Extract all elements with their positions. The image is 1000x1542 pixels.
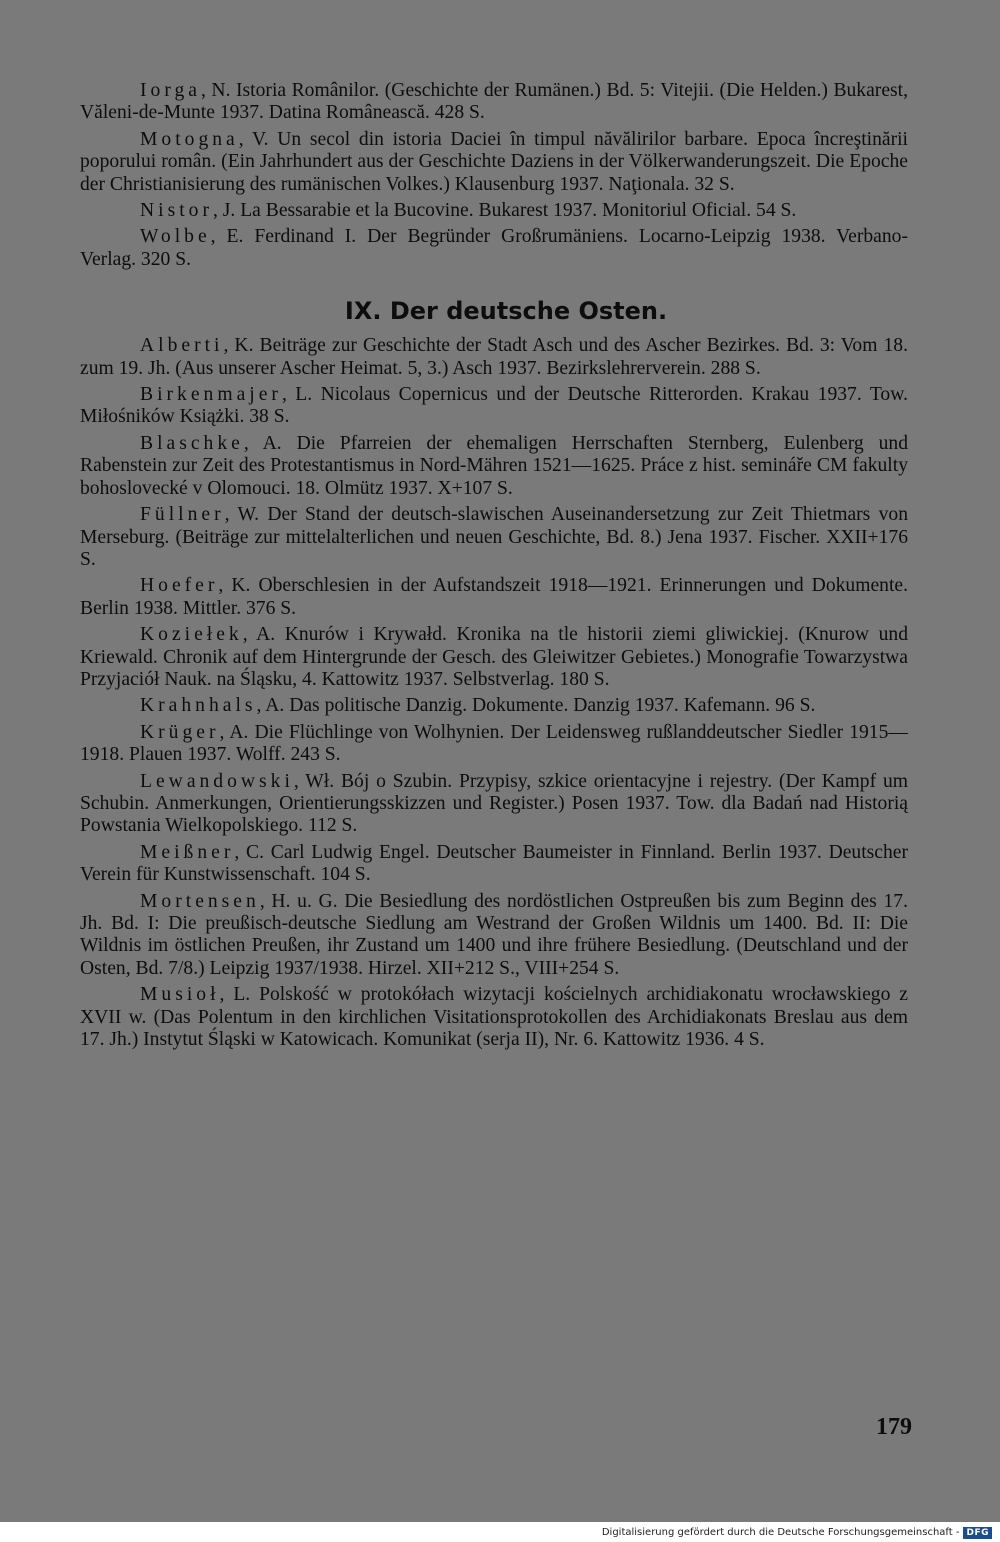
bibliography-entry xyxy=(80,842,908,887)
entry-details: , H. u. G. Die Besiedlung des nordöstlichen Ostpreußen bis zum Beginn des 17. Jh. Bd. I: Die preußisch-deutsche Siedlung am Westrand der Großen Wildnis um 1400. Bd. II: Die Wildnis im östlichen Preußen, ihr Zustand um 1400 und ihre frühere Besiedlung. (Deutschland und der Osten, Bd. 7/8.) Leipzig 1937/1938. Hirzel. XII+212 S., VIII+254 S. xyxy=(80,890,908,979)
bibliography-entry xyxy=(80,891,908,981)
entry-details: , N. Istoria Românilor. (Geschichte der Rumänen.) Bd. 5: Vitejii. (Die Helden.) Bukarest, Văleni-de-Munte 1937. Datina Românească. 428 S. xyxy=(80,80,908,124)
entry-author: Birkenmajer xyxy=(140,384,282,406)
bibliography-text xyxy=(80,80,908,1055)
bibliography-entry xyxy=(80,226,908,271)
section-heading: IX. Der deutsche Osten. xyxy=(344,297,668,326)
entry-details: , E. Ferdinand I. Der Begründer Großrumäniens. Locarno-Leipzig 1938. Verbano-Verlag. 320 S. xyxy=(80,226,908,270)
bibliography-entry xyxy=(80,575,908,620)
entry-details: , A. Die Flüchlinge von Wolhynien. Der Leidensweg rußlanddeutscher Siedler 1915—1918. Plauen 1937. Wolff. 243 S. xyxy=(80,721,908,766)
entry-author: Lewandowski xyxy=(140,770,294,792)
bibliography-entry xyxy=(80,335,908,380)
bibliography-entry xyxy=(80,504,908,571)
bibliography-entry xyxy=(80,695,908,717)
bibliography-entry xyxy=(80,200,908,222)
bibliography-entry xyxy=(80,129,908,196)
bibliography-entry xyxy=(80,433,908,500)
entry-author: Hoefer xyxy=(140,575,219,597)
bibliography-entry xyxy=(80,771,908,838)
entry-details: , A. Knurów i Krywałd. Kronika na tle historii ziemi gliwickiej. (Knurow und Kriewald. Chronik auf dem Hintergrunde der Gesch. des Gleiwitzer Gebietes.) Monografie Towarzystwa Przyjaciół Nauk. na Śląsku, 4. Kattowitz 1937. Selbstverlag. 180 S. xyxy=(80,624,908,690)
entry-author: Musioł xyxy=(140,984,220,1006)
entry-details: , W. Der Stand der deutsch-slawischen Auseinandersetzung zur Zeit Thietmars von Merseburg. (Beiträge zur mittelalterlichen und neuen Geschichte, Bd. 8.) Jena 1937. Fischer. XXII+176 S. xyxy=(80,504,908,570)
entry-author: Füllner xyxy=(140,504,225,526)
entry-author: Blaschke xyxy=(140,432,244,454)
entry-author: Wolbe xyxy=(140,226,211,248)
dfg-logo: DFG xyxy=(963,1527,992,1539)
entry-author: Krüger xyxy=(140,721,220,743)
bibliography-entry xyxy=(80,80,908,125)
entry-author: Nistor xyxy=(140,200,213,222)
entry-author: Motogna xyxy=(140,128,239,150)
entry-details: , A. Die Pfarreien der ehemaligen Herrschaften Sternberg, Eulenberg und Rabenstein zur Zeit des Protestantismus in Nord-Mähren 1521—1625. Práce z hist. semináře CM fakulty bohoslovecké v Olomouci. 18. Olmütz 1937. X+107 S. xyxy=(80,432,908,499)
bibliography-entry xyxy=(80,624,908,691)
digitization-footer xyxy=(602,1523,992,1542)
entry-author: Meißner xyxy=(140,841,235,863)
entry-author: Iorga xyxy=(140,80,201,101)
page-number: 179 xyxy=(876,1414,912,1440)
entry-details: , C. Carl Ludwig Engel. Deutscher Baumeister in Finnland. Berlin 1937. Deutscher Verein für Kunstwissenschaft. 104 S. xyxy=(80,841,908,886)
entry-author: Alberti xyxy=(140,335,224,357)
entries-before-section xyxy=(80,80,908,271)
bibliography-entry xyxy=(80,984,908,1051)
entry-author: Koziełek xyxy=(140,624,243,646)
entry-details: , A. Das politische Danzig. Dokumente. Danzig 1937. Kafemann. 96 S. xyxy=(256,695,816,717)
entry-details: , K. Oberschlesien in der Aufstandszeit 1918—1921. Erinnerungen und Dokumente. Berlin 1938. Mittler. 376 S. xyxy=(80,575,908,619)
entry-details: , V. Un secol din istoria Daciei în timpul năvălirilor barbare. Epoca încreştinării poporului român. (Ein Jahrhundert aus der Geschichte Daziens in der Völkerwanderungszeit. Die Epoche der Christianisierung des rumänischen Volkes.) Klausenburg 1937. Naţionala. 32 S. xyxy=(80,128,908,195)
entry-author: Mortensen xyxy=(140,890,260,912)
entry-details: , J. La Bessarabie et la Bucovine. Bukarest 1937. Monitoriul Oficial. 54 S. xyxy=(212,200,797,222)
bibliography-entry xyxy=(80,722,908,767)
entries-after-section xyxy=(80,335,908,1051)
entry-details: , L. Nicolaus Copernicus und der Deutsche Ritterorden. Krakau 1937. Tow. Miłośników Książki. 38 S. xyxy=(80,384,908,428)
entry-details: , K. Beiträge zur Geschichte der Stadt Asch und des Ascher Bezirkes. Bd. 3: Vom 18. zum 19. Jh. (Aus unserer Ascher Heimat. 5, 3.) Asch 1937. Bezirkslehrerverein. 288 S. xyxy=(80,335,908,379)
entry-author: Krahnhals xyxy=(140,695,257,717)
entry-details: , L. Polskość w protokółach wizytacji kościelnych archidiakonatu wrocławskiego z XVII w. (Das Polentum in den kirchlichen Visitationsprotokollen des Archidiakonats Breslau aus dem 17. Jh.) Instytut Śląski w Katowicach. Komunikat (serja II), Nr. 6. Kattowitz 1936. 4 S. xyxy=(80,984,908,1051)
footer-credit-text: Digitalisierung gefördert durch die Deutsche Forschungsgemeinschaft - xyxy=(601,1527,960,1538)
entry-details: , Wł. Bój o Szubin. Przypisy, szkice orientacyjne i rejestry. (Der Kampf um Schubin. Anmerkungen, Orientierungsskizzen und Register.) Posen 1937. Tow. dla Badań nad Historią Powstania Wielkopolskiego. 112 S. xyxy=(80,770,908,837)
bibliography-entry xyxy=(80,384,908,429)
